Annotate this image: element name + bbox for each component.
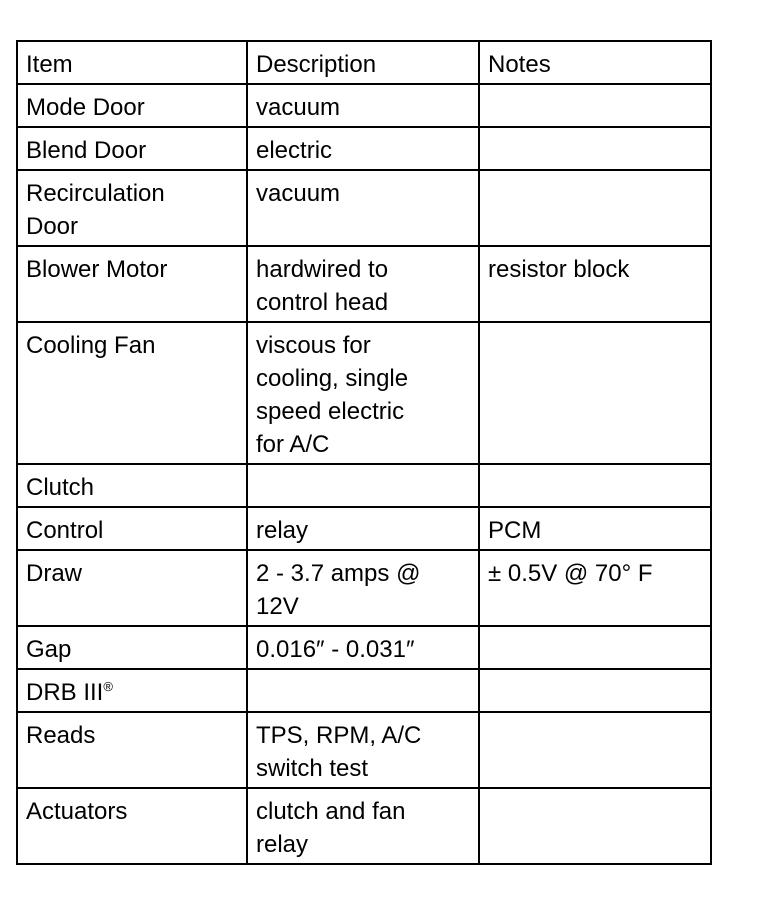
header-row: [17, 41, 711, 84]
description-cell: electric: [247, 127, 479, 170]
item-cell: Actuators: [17, 788, 247, 864]
table-row: [17, 550, 711, 626]
item-cell: [17, 669, 247, 712]
notes-cell: [479, 626, 711, 669]
item-cell: Reads: [17, 712, 247, 788]
table-row: [17, 170, 711, 246]
header-notes: Notes: [479, 41, 711, 84]
registered-mark: ®: [103, 679, 113, 694]
table-row: [17, 712, 711, 788]
header-item: Item: [17, 41, 247, 84]
item-cell: Draw: [17, 550, 247, 626]
description-cell: TPS, RPM, A/C switch test: [247, 712, 479, 788]
description-cell: vacuum: [247, 170, 479, 246]
description-cell: hardwired to control head: [247, 246, 479, 322]
table-row: [17, 669, 711, 712]
table-row: [17, 322, 711, 464]
notes-cell: [479, 84, 711, 127]
notes-cell: [479, 712, 711, 788]
table-row: [17, 464, 711, 507]
header-description: Description: [247, 41, 479, 84]
notes-cell: [479, 127, 711, 170]
item-cell: Control: [17, 507, 247, 550]
item-cell: Clutch: [17, 464, 247, 507]
description-cell: vacuum: [247, 84, 479, 127]
notes-cell: resistor block: [479, 246, 711, 322]
table-row: [17, 84, 711, 127]
notes-cell: [479, 464, 711, 507]
description-cell: clutch and fan relay: [247, 788, 479, 864]
item-cell: Mode Door: [17, 84, 247, 127]
item-cell: Blend Door: [17, 127, 247, 170]
table-row: [17, 626, 711, 669]
item-cell: Cooling Fan: [17, 322, 247, 464]
description-cell: viscous for cooling, single speed electric for A/C: [247, 322, 479, 464]
notes-cell: ± 0.5V @ 70° F: [479, 550, 711, 626]
notes-cell: PCM: [479, 507, 711, 550]
description-cell: [247, 669, 479, 712]
description-cell: 0.016″ - 0.031″: [247, 626, 479, 669]
notes-cell: [479, 788, 711, 864]
notes-cell: [479, 322, 711, 464]
specification-table: [16, 40, 712, 865]
table-row: [17, 127, 711, 170]
description-cell: 2 - 3.7 amps @ 12V: [247, 550, 479, 626]
notes-cell: [479, 669, 711, 712]
notes-cell: [479, 170, 711, 246]
item-text: DRB III: [26, 679, 104, 706]
table-row: [17, 246, 711, 322]
table-row: [17, 788, 711, 864]
table-row: [17, 507, 711, 550]
item-cell: Gap: [17, 626, 247, 669]
description-cell: relay: [247, 507, 479, 550]
item-cell: Recirculation Door: [17, 170, 247, 246]
description-cell: [247, 464, 479, 507]
item-cell: Blower Motor: [17, 246, 247, 322]
